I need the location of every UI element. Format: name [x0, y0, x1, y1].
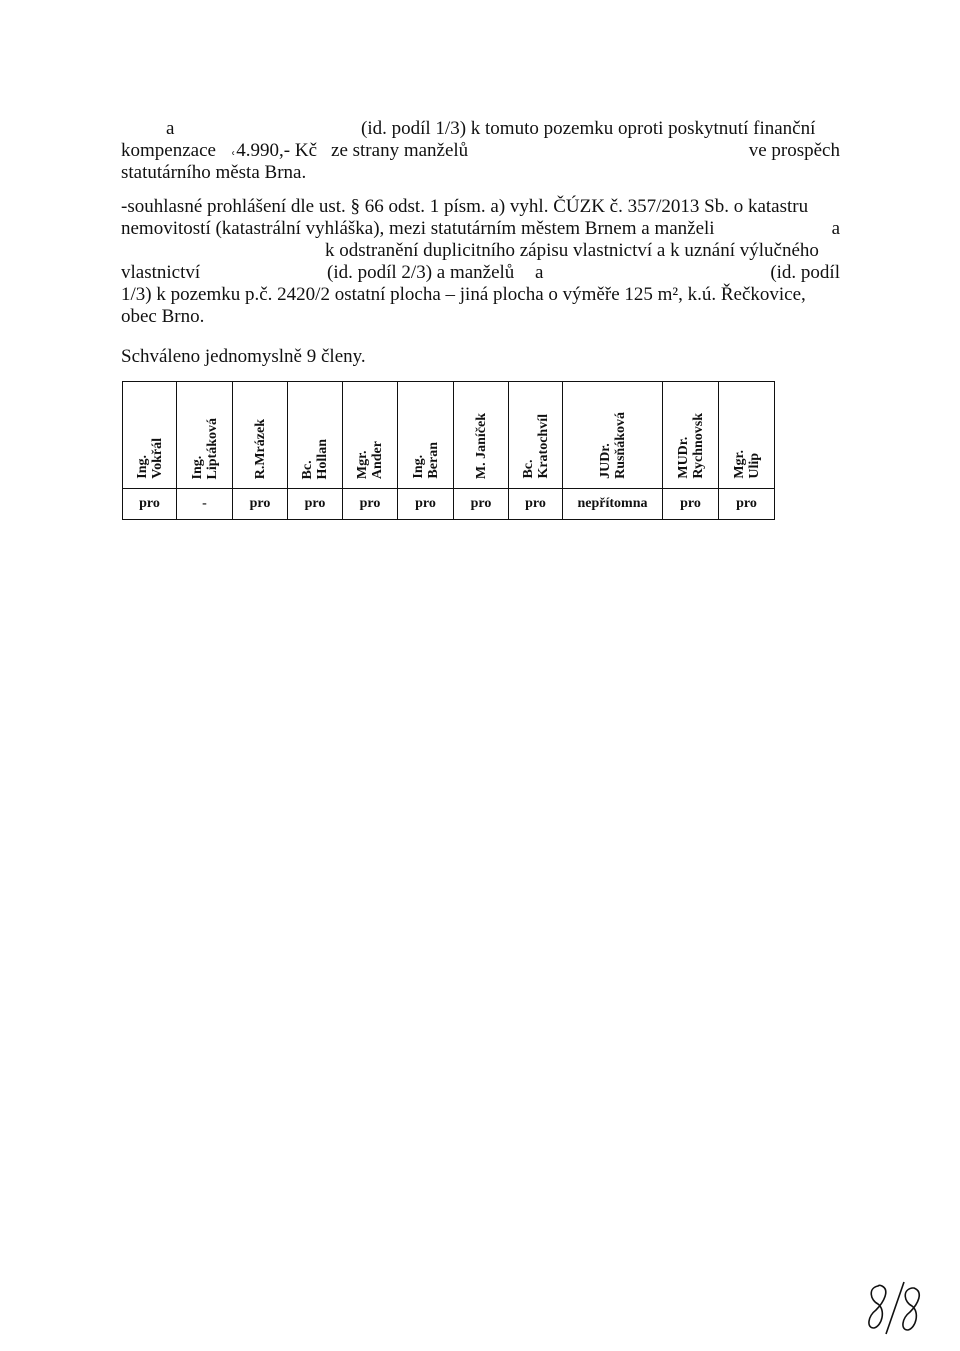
line2-b: ˓4.990,- Kč: [229, 140, 318, 161]
vote-cell: pro: [398, 489, 454, 520]
vote-cell: pro: [509, 489, 563, 520]
line7-b: (id. podíl 2/3) a manželů: [327, 262, 515, 283]
member-cell: [719, 382, 775, 489]
member-name: Bc. Hollan: [300, 438, 330, 479]
member-name: Bc. Kratochvíl: [520, 414, 551, 479]
member-cell: [509, 382, 563, 489]
voting-names-row: [123, 382, 775, 489]
member-name: JUDr. Rusňáková: [597, 412, 628, 479]
line7-a: vlastnictví: [121, 262, 201, 283]
text-line-1: [166, 118, 840, 140]
vote-cell: pro: [343, 489, 398, 520]
member-cell: [343, 382, 398, 489]
text-line-8: [121, 284, 806, 306]
line1-left: a: [166, 118, 175, 139]
member-cell: [123, 382, 177, 489]
member-cell: [398, 382, 454, 489]
line9: obec Brno.: [121, 306, 205, 327]
member-cell: [233, 382, 288, 489]
member-name: Mgr. Ander: [355, 440, 385, 479]
member-name: R.Mrázek: [252, 418, 268, 479]
line2-a: kompenzace: [121, 140, 216, 161]
line2-d: ve prospěch: [748, 140, 840, 161]
vote-cell: pro: [719, 489, 775, 520]
text-line-3: [121, 162, 306, 184]
line7-c: a: [535, 262, 544, 283]
text-line-5: [121, 218, 840, 240]
member-name: Ing. Liptáková: [189, 417, 220, 479]
vote-cell: pro: [288, 489, 343, 520]
text-line-6: [325, 240, 819, 262]
vote-cell: pro: [233, 489, 288, 520]
member-cell: [454, 382, 509, 489]
voting-table: [122, 381, 775, 520]
approval-statement: Schváleno jednomyslně 9 členy.: [121, 346, 366, 367]
text-line-7: [121, 262, 840, 284]
member-name: MUDr. Rychnovsk: [675, 413, 706, 479]
member-cell: [663, 382, 719, 489]
member-name: Mgr. Ulip: [731, 450, 762, 479]
member-cell: [563, 382, 663, 489]
line8: 1/3) k pozemku p.č. 2420/2 ostatní plocha – jiná plocha o výměře 125 m², k.ú. Řečkovice,: [121, 284, 806, 305]
vote-cell: nepřítomna: [563, 489, 663, 520]
member-cell: [288, 382, 343, 489]
handwritten-initials: [864, 1278, 928, 1338]
member-name: M. Janíček: [473, 412, 489, 479]
member-name: Ing. Vokřál: [134, 438, 165, 479]
line6: k odstranění duplicitního zápisu vlastnictví a k uznání výlučného: [325, 240, 819, 261]
voting-results-row: [123, 489, 775, 520]
vote-cell: pro: [663, 489, 719, 520]
line5-a: nemovitostí (katastrální vyhláška), mezi statutárním městem Brnem a manželi: [121, 218, 715, 239]
line4: -souhlasné prohlášení dle ust. § 66 odst. 1 písm. a) vyhl. ČÚZK č. 357/2013 Sb. o katastru: [121, 196, 809, 217]
line2-c: ze strany manželů: [331, 140, 469, 161]
vote-cell: pro: [454, 489, 509, 520]
text-line-4: [121, 196, 840, 218]
vote-cell: pro: [123, 489, 177, 520]
text-line-9: [121, 306, 204, 328]
line1-main: (id. podíl 1/3) k tomuto pozemku oproti poskytnutí finanční: [361, 118, 816, 139]
line7-d: (id. podíl: [770, 262, 840, 283]
member-name: Ing. Beran: [410, 442, 441, 479]
member-cell: [177, 382, 233, 489]
line3: statutárního města Brna.: [121, 162, 307, 183]
vote-cell: -: [177, 489, 233, 520]
line5-b: a: [831, 218, 840, 239]
text-line-2: [121, 140, 840, 162]
